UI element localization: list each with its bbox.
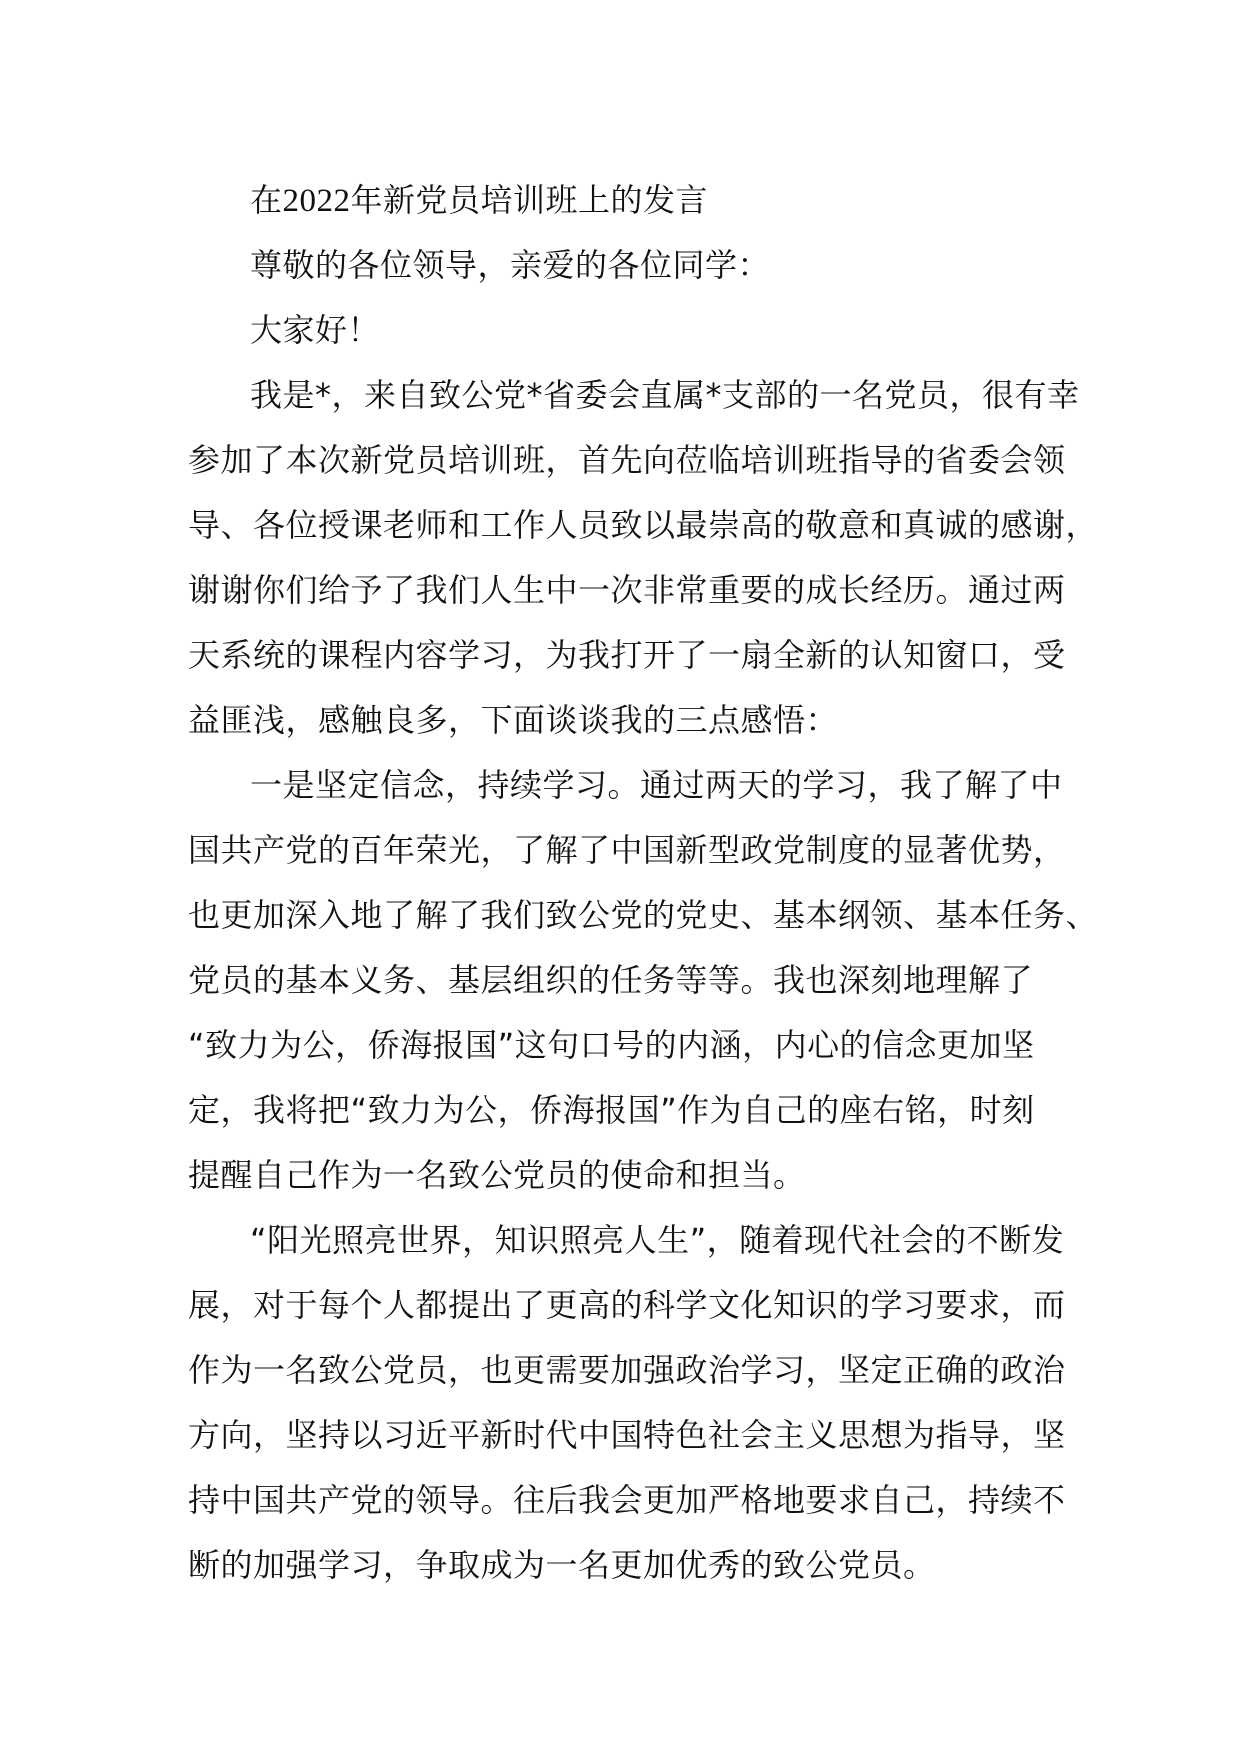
- paragraph-first-point: [188, 753, 1099, 1208]
- paragraph-line: 益匪浅，感触良多，下面谈谈我的三点感悟：: [188, 701, 839, 739]
- paragraph-line: 也更加深入地了解了我们致公党的党史、基本纲领、基本任务、: [188, 896, 1099, 934]
- paragraph-line: 定，我将把“致力为公，侨海报国”作为自己的座右铭，时刻: [188, 1091, 1035, 1129]
- paragraph-line: 我是*，来自致公党*省委会直属*支部的一名党员，很有幸: [250, 376, 1080, 414]
- paragraph-line: 作为一名致公党员，也更需要加强政治学习，坚定正确的政治: [188, 1351, 1066, 1389]
- document-body: [188, 168, 1099, 1598]
- paragraph-line: 导、各位授课老师和工作人员致以最崇高的敬意和真诚的感谢，: [188, 506, 1099, 544]
- title-prefix: 在: [250, 181, 283, 219]
- paragraph-introduction: [188, 363, 1099, 753]
- paragraph-line: 持中国共产党的领导。往后我会更加严格地要求自己，持续不: [188, 1481, 1066, 1519]
- paragraph-line: 天系统的课程内容学习，为我打开了一扇全新的认知窗口，受: [188, 636, 1066, 674]
- paragraph-line: 谢谢你们给予了我们人生中一次非常重要的成长经历。通过两: [188, 571, 1066, 609]
- title-suffix: 年新党员培训班上的发言: [350, 181, 709, 219]
- paragraph-line: “致力为公，侨海报国”这句口号的内涵，内心的信念更加坚: [188, 1026, 1035, 1064]
- paragraph-line: 国共产党的百年荣光，了解了中国新型政党制度的显著优势，: [188, 831, 1066, 869]
- salutation: 尊敬的各位领导，亲爱的各位同学：: [250, 246, 771, 284]
- paragraph-line: 方向，坚持以习近平新时代中国特色社会主义思想为指导，坚: [188, 1416, 1066, 1454]
- title-year: 2022: [282, 183, 351, 219]
- paragraph-line: 断的加强学习，争取成为一名更加优秀的致公党员。: [188, 1546, 936, 1584]
- paragraph-line: 提醒自己作为一名致公党员的使命和担当。: [188, 1156, 806, 1194]
- paragraph-line: “阳光照亮世界，知识照亮人生”，随着现代社会的不断发: [250, 1221, 1065, 1259]
- greeting: 大家好！: [250, 311, 381, 349]
- paragraph-line: 参加了本次新党员培训班，首先向莅临培训班指导的省委会领: [188, 441, 1066, 479]
- paragraph-line: 一是坚定信念，持续学习。通过两天的学习，我了解了中: [250, 766, 1063, 804]
- paragraph-line: 党员的基本义务、基层组织的任务等等。我也深刻地理解了: [188, 961, 1034, 999]
- document-title: [188, 168, 1078, 233]
- paragraph-knowledge: [188, 1208, 1078, 1598]
- paragraph-line: 展，对于每个人都提出了更高的科学文化知识的学习要求，而: [188, 1286, 1066, 1324]
